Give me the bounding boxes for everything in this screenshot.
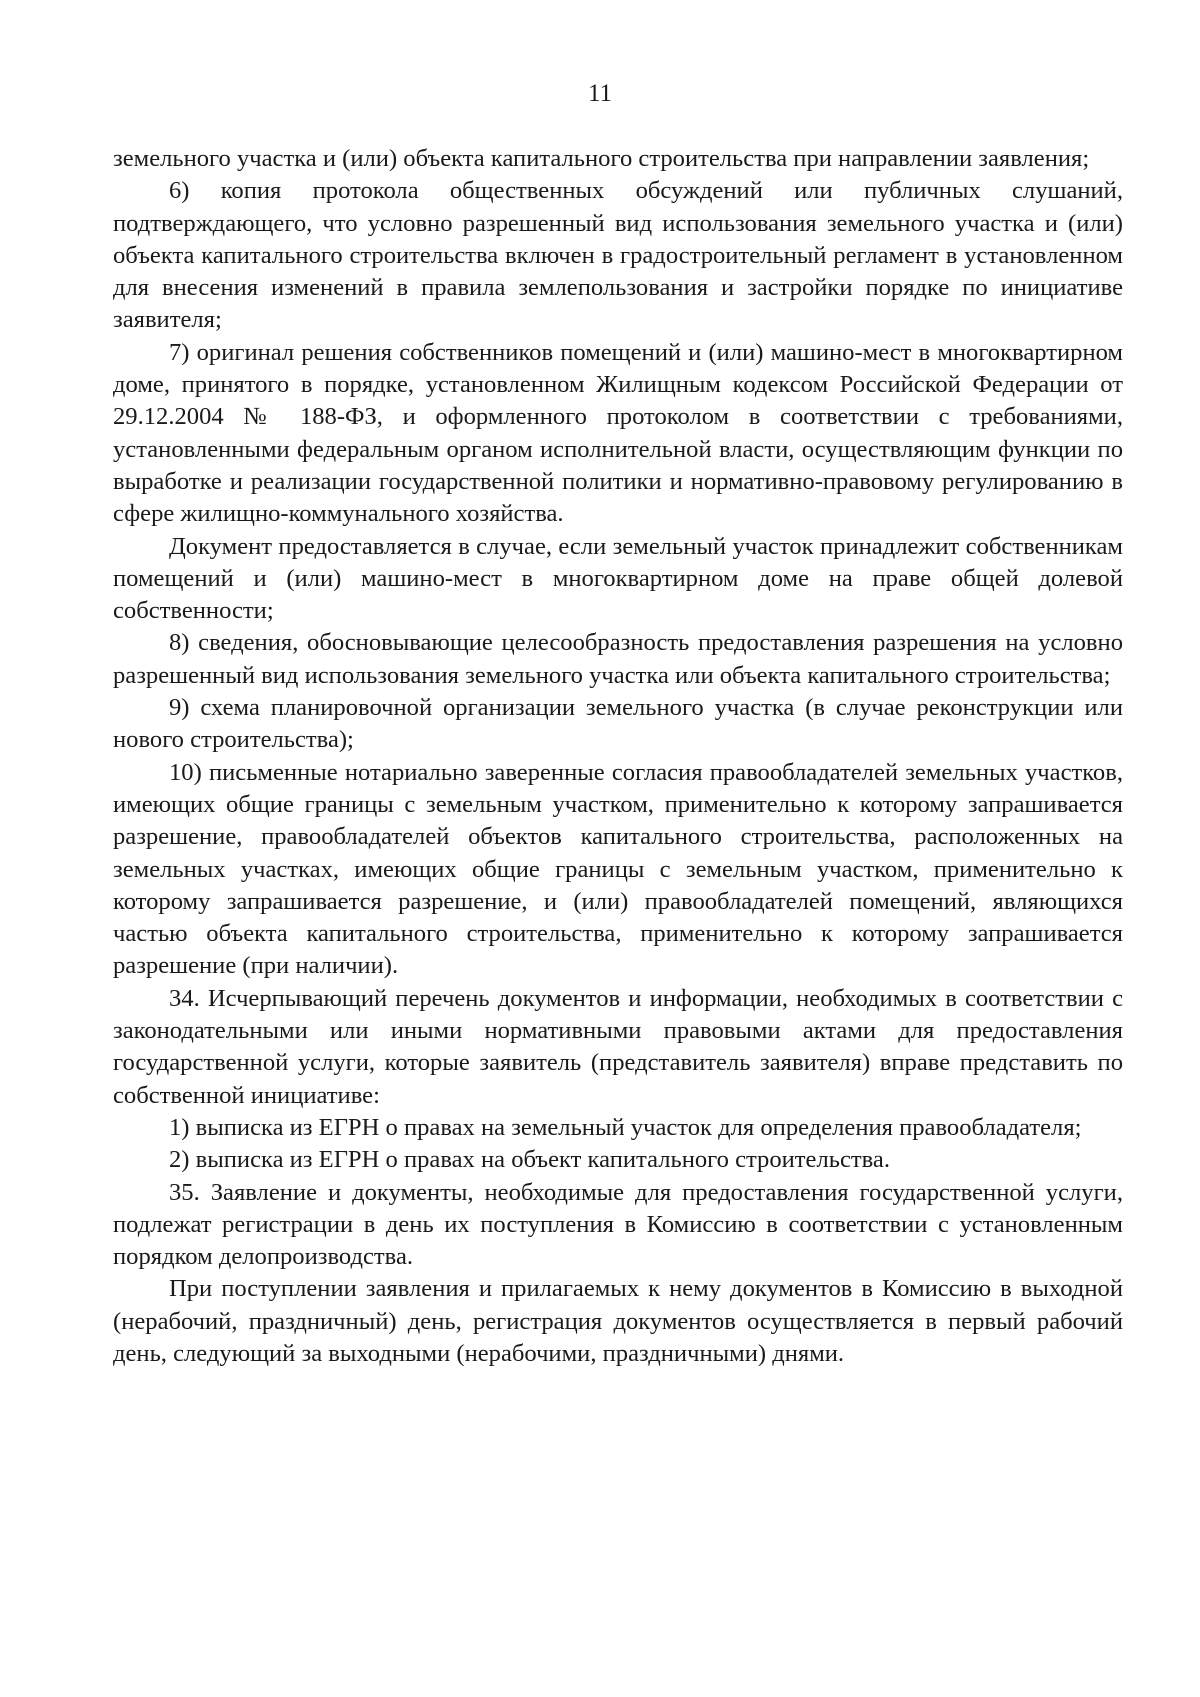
list-item-6: 6) копия протокола общественных обсуждений или публичных слушаний, подтверждающего, что условно разрешенный вид использования земельного участка и (или) объекта капитального строительства включен в градостроительный регламент в установленном для внесения изменений в правила землепользования и застройки порядке по инициативе заявителя; xyxy=(113,177,1123,334)
clause-34: 34. Исчерпывающий перечень документов и информации, необходимых в соответствии с законодательными или иными нормативными правовыми актами для предоставления государственной услуги, которые заявитель (представитель заявителя) вправе представить по собственной инициативе: xyxy=(113,984,1123,1109)
page-number: 11 xyxy=(587,80,613,107)
paragraph-continuation: земельного участка и (или) объекта капитального строительства при направлении заявления; xyxy=(113,145,1090,172)
list-item-10: 10) письменные нотариально заверенные согласия правообладателей земельных участков, имеющих общие границы с земельным участком, применительно к которому запрашивается разрешение, правообладателей объектов капитального строительства, расположенных на земельных участках, имеющих общие границы с земельным участком, применительно к которому запрашивается разрешение, и (или) правообладателей помещений, являющихся частью объекта капитального строительства, применительно к которому запрашивается разрешение (при наличии). xyxy=(113,758,1123,980)
list-item-9: 9) схема планировочной организации земельного участка (в случае реконструкции или нового строительства); xyxy=(113,694,1123,754)
document-body xyxy=(113,143,1123,1370)
clause-35: 35. Заявление и документы, необходимые для предоставления государственной услуги, подлежат регистрации в день их поступления в Комиссию в соответствии с установленным порядком делопроизводства. xyxy=(113,1178,1123,1271)
list-item-7: 7) оригинал решения собственников помещений и (или) машино-мест в многоквартирном доме, принятого в порядке, установленном Жилищным кодексом Российской Федерации от 29.12.2004 № 188-ФЗ, и оформленного протоколом в соответствии с требованиями, установленными федеральным органом исполнительной власти, осуществляющим функции по выработке и реализации государственной политики и нормативно-правовому регулированию в сфере жилищно-коммунального хозяйства. xyxy=(113,338,1123,528)
clause-35-paragraph: При поступлении заявления и прилагаемых к нему документов в Комиссию в выходной (нерабочий, праздничный) день, регистрация документов осуществляется в первый рабочий день, следующий за выходными (нерабочими, праздничными) днями. xyxy=(113,1275,1123,1367)
list-item-8: 8) сведения, обосновывающие целесообразность предоставления разрешения на условно разрешенный вид использования земельного участка или объекта капитального строительства; xyxy=(113,629,1123,689)
paragraph-note: Документ предоставляется в случае, если земельный участок принадлежит собственникам помещений и (или) машино-мест в многоквартирном доме на праве общей долевой собственности; xyxy=(113,532,1123,625)
clause-34-item-1: 1) выписка из ЕГРН о правах на земельный участок для определения правообладателя; xyxy=(169,1113,1082,1141)
clause-34-item-2: 2) выписка из ЕГРН о правах на объект капитального строительства. xyxy=(169,1146,890,1174)
